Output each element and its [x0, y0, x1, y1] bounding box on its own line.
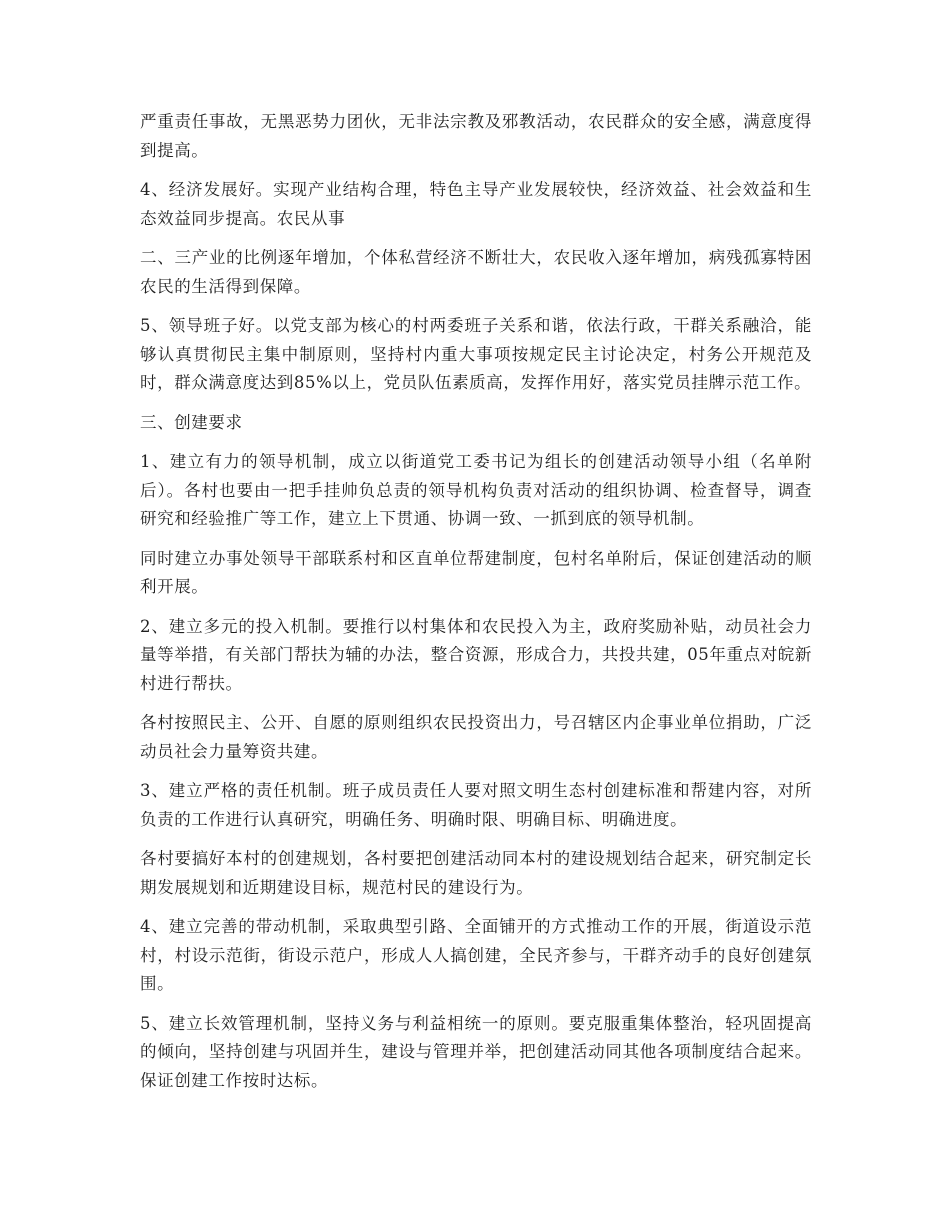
- paragraph-fundraising: 各村按照民主、公开、自愿的原则组织农民投资出力，号召辖区内企事业单位捐助，广泛动员社会力量筹资共建。: [140, 713, 812, 761]
- paragraph-demonstration-mechanism: 4、建立完善的带动机制，采取典型引路、全面铺开的方式推动工作的开展，街道设示范村，村设示范街，街设示范户，形成人人搞创建，全民齐参与，干群齐动手的良好创建氛围。: [140, 917, 812, 993]
- paragraph-contact-system: 同时建立办事处领导干部联系村和区直单位帮建制度，包村名单附后，保证创建活动的顺利开展。: [140, 548, 812, 596]
- paragraph-investment-mechanism: 2、建立多元的投入机制。要推行以村集体和农民投入为主，政府奖励补贴，动员社会力量等举措，有关部门帮扶为辅的办法，整合资源，形成合力，共投共建，05年重点对皖新村进行帮扶。: [140, 616, 812, 693]
- paragraph-industry-income: 二、三产业的比例逐年增加，个体私营经济不断壮大，农民收入逐年增加，病残孤寡特困农民的生活得到保障。: [140, 248, 812, 296]
- paragraph-safety-continued: 严重责任事故，无黑恶势力团伙，无非法宗教及邪教活动，农民群众的安全感，满意度得到提高。: [140, 112, 812, 160]
- paragraph-responsibility-mechanism: 3、建立严格的责任机制。班子成员责任人要对照文明生态村创建标准和帮建内容，对所负责的工作进行认真研究，明确任务、明确时限、明确目标、明确进度。: [140, 781, 812, 829]
- paragraph-village-planning: 各村要搞好本村的创建规划，各村要把创建活动同本村的建设规划结合起来，研究制定长期发展规划和近期建设目标，规范村民的建设行为。: [140, 849, 812, 897]
- paragraph-long-term-management: 5、建立长效管理机制，坚持义务与利益相统一的原则。要克服重集体整治，轻巩固提高的倾向，坚持创建与巩固并生，建设与管理并举，把创建活动同其他各项制度结合起来。保证创建工作按时达标。: [140, 1013, 812, 1090]
- paragraph-leadership: 5、领导班子好。以党支部为核心的村两委班子关系和谐，依法行政，干群关系融洽，能够认真贯彻民主集中制原则，坚持村内重大事项按规定民主讨论决定，村务公开规范及时，群众满意度达到85%以上，党员队伍素质高，发挥作用好，落实党员挂牌示范工作。: [140, 316, 812, 392]
- section-heading-requirements: 三、创建要求: [140, 412, 243, 432]
- document-body: [140, 108, 812, 1106]
- paragraph-economic-development: 4、经济发展好。实现产业结构合理，特色主导产业发展较快，经济效益、社会效益和生态效益同步提高。农民从事: [140, 180, 812, 228]
- paragraph-leadership-mechanism: 1、建立有力的领导机制，成立以街道党工委书记为组长的创建活动领导小组（名单附后）。各村也要由一把手挂帅负总责的领导机构负责对活动的组织协调、检查督导，调查研究和经验推广等工作，建立上下贯通、协调一致、一抓到底的领导机制。: [140, 452, 812, 528]
